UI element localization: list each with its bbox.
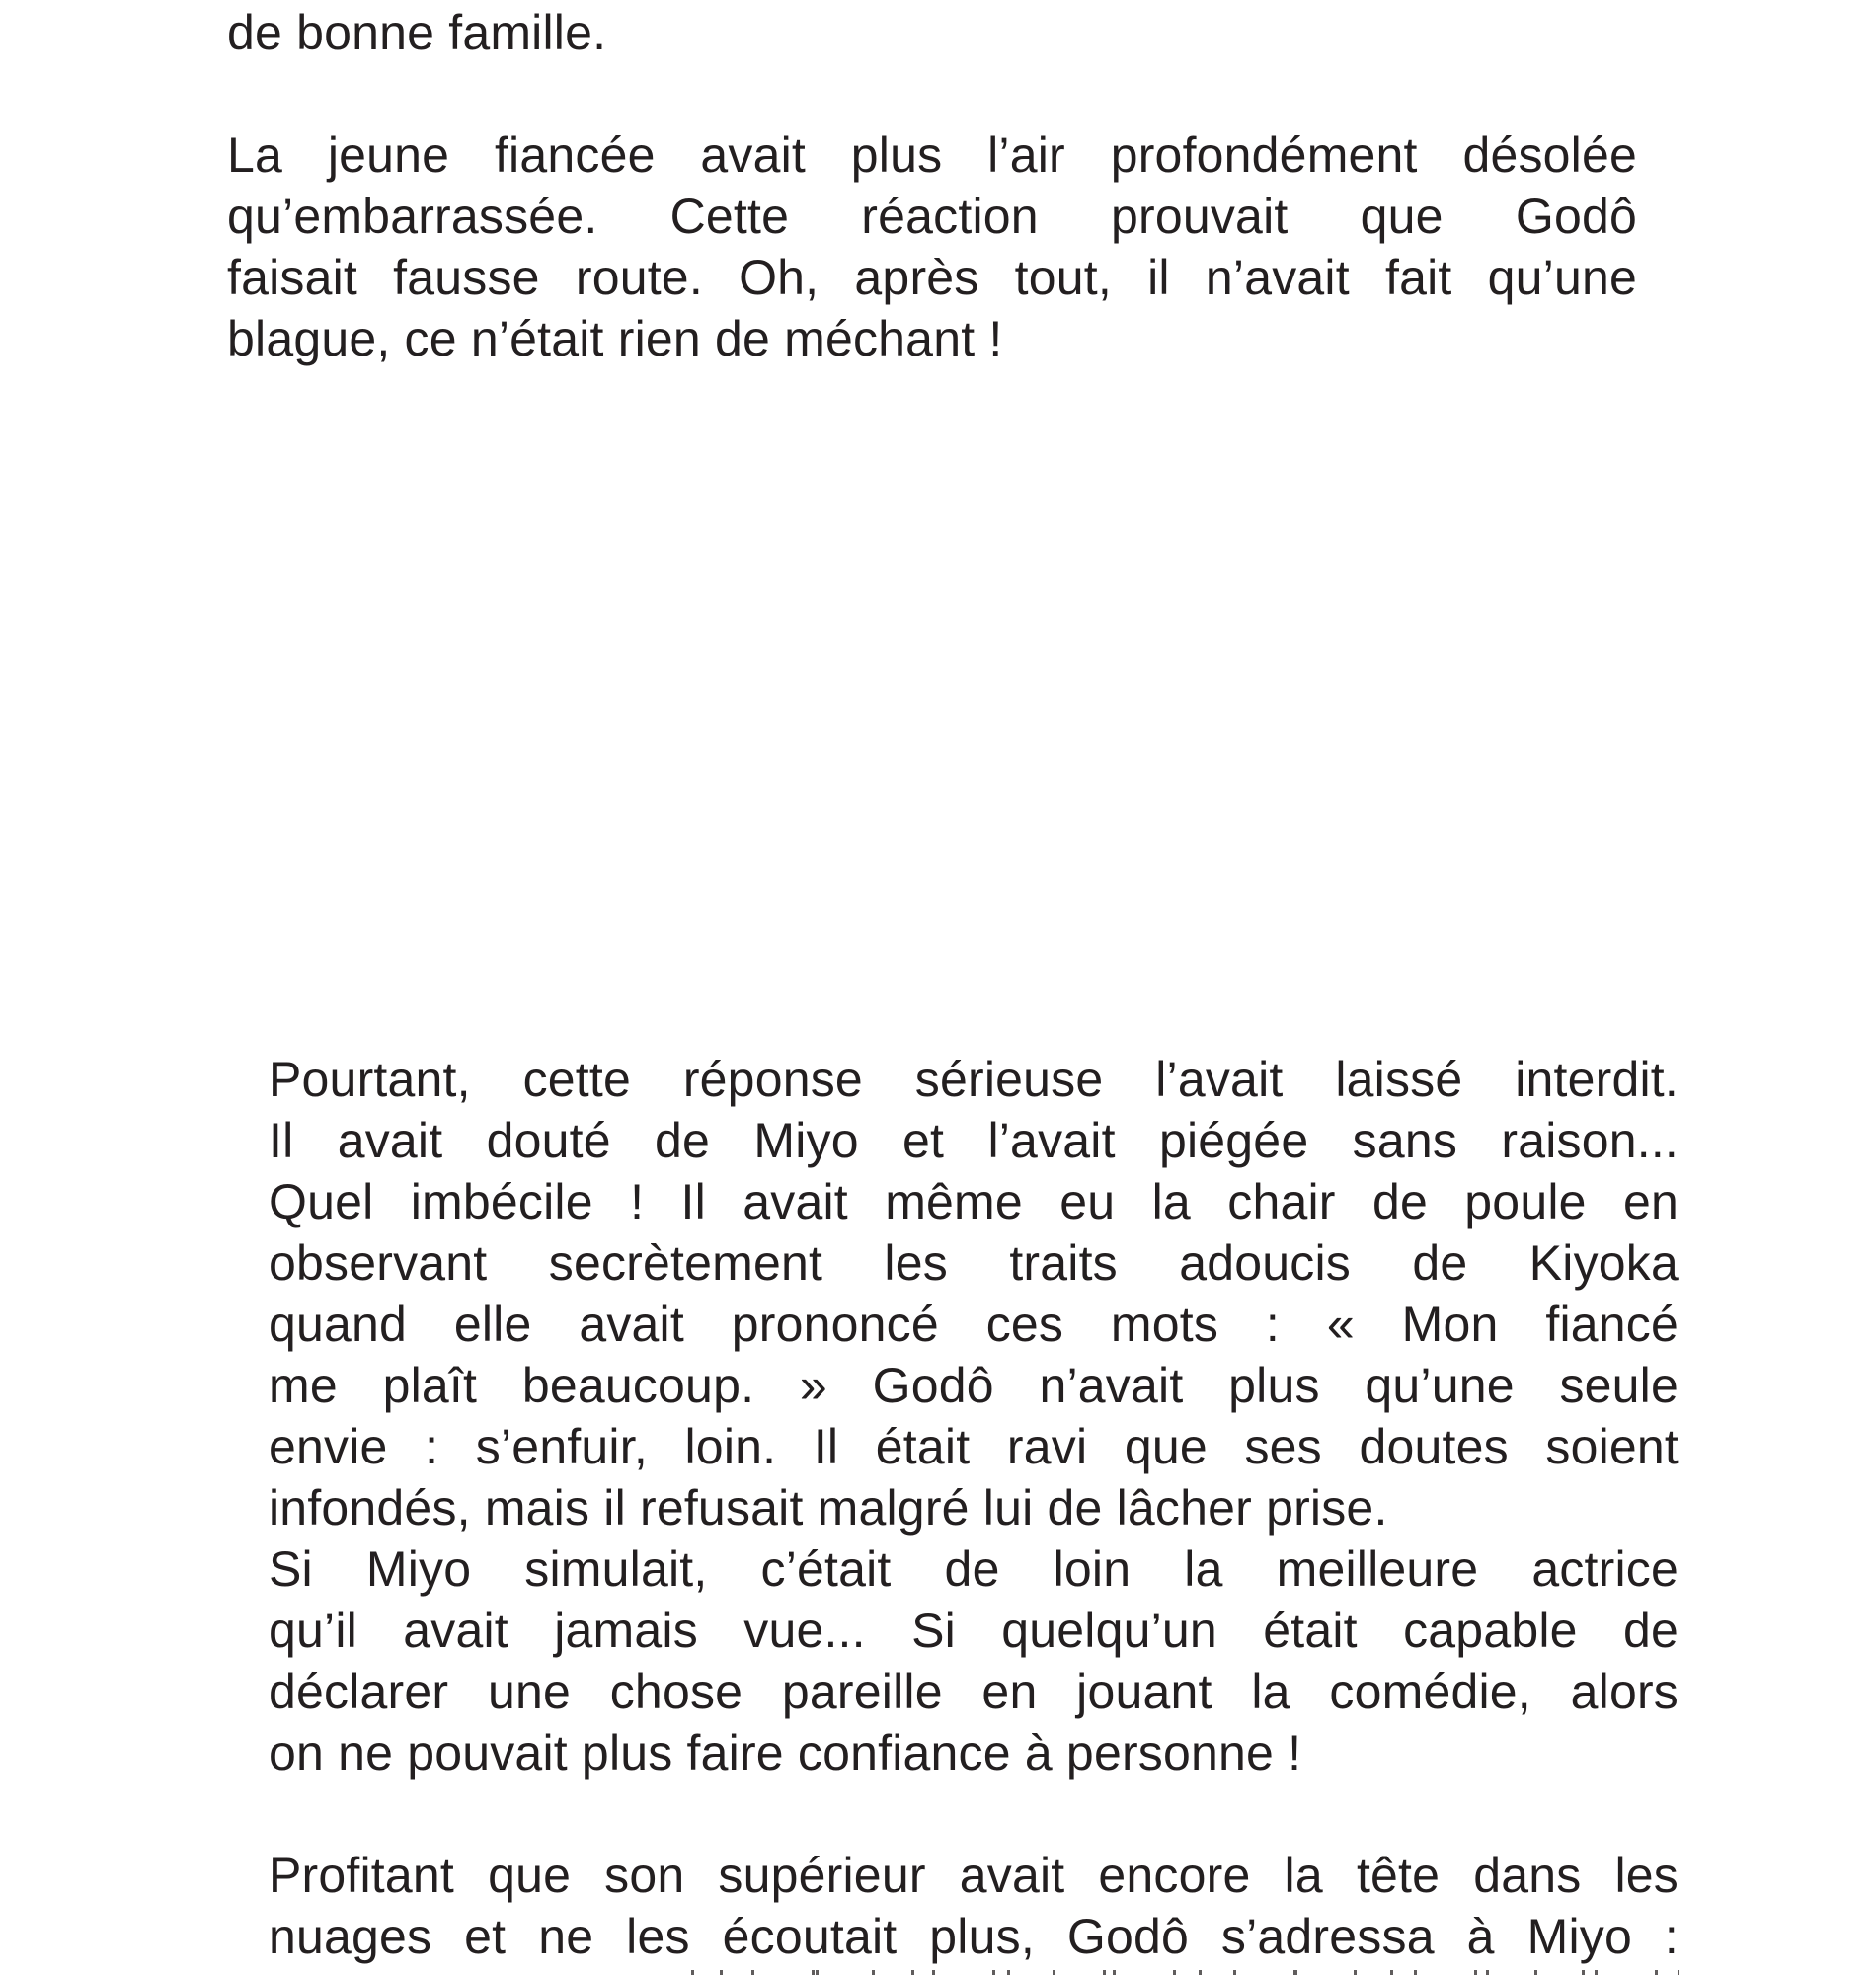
text-line: Il avait douté de Miyo et l’avait piégée sans raison... (269, 1113, 1679, 1168)
text-line: infondés, mais il refusait malgré lui de lâcher prise. (269, 1480, 1388, 1536)
text-line: envie : s’enfuir, loin. Il était ravi que ses doutes soient (269, 1419, 1679, 1474)
text-line: observant secrètement les traits adoucis de Kiyoka (269, 1235, 1679, 1291)
text-line: déclarer une chose pareille en jouant la comédie, alors (269, 1664, 1679, 1719)
text-line: on ne pouvait plus faire confiance à personne ! (269, 1725, 1302, 1780)
text-line: nuages et ne les écoutait plus, Godô s’adressa à Miyo : (269, 1909, 1679, 1964)
text-line: faisait fausse route. Oh, après tout, il n’avait fait qu’une (227, 250, 1637, 305)
text-line: La jeune fiancée avait plus l’air profondément désolée (227, 127, 1637, 183)
text-line: qu’il avait jamais vue... Si quelqu’un était capable de (269, 1603, 1679, 1658)
text-line: me plaît beaucoup. » Godô n’avait plus qu’une seule (269, 1358, 1679, 1413)
text-line: qu’embarrassée. Cette réaction prouvait que Godô (227, 189, 1637, 244)
paragraph-spacer (269, 1783, 1679, 1845)
text-line: Si Miyo simulait, c’était de loin la meilleure actrice (269, 1541, 1679, 1597)
text-line: Quel imbécile ! Il avait même eu la chair de poule en (269, 1174, 1679, 1229)
text-block-top (227, 2, 1637, 369)
paragraph-continuation (227, 2, 1637, 63)
text-line: Profitant que son supérieur avait encore la tête dans les (269, 1848, 1679, 1903)
text-block-bottom (269, 1049, 1679, 1967)
paragraph (269, 1049, 1679, 1539)
paragraph (227, 124, 1637, 369)
text-line: Pourtant, cette réponse sérieuse l’avait laissé interdit. (269, 1052, 1679, 1107)
paragraph (269, 1845, 1679, 1967)
text-line: de bonne famille. (227, 5, 607, 60)
next-line-cutoff (691, 1970, 1679, 1975)
text-line: blague, ce n’était rien de méchant ! (227, 311, 1003, 366)
paragraph (269, 1539, 1679, 1783)
paragraph-spacer (227, 63, 1637, 124)
text-line: quand elle avait prononcé ces mots : « Mon fiancé (269, 1297, 1679, 1352)
